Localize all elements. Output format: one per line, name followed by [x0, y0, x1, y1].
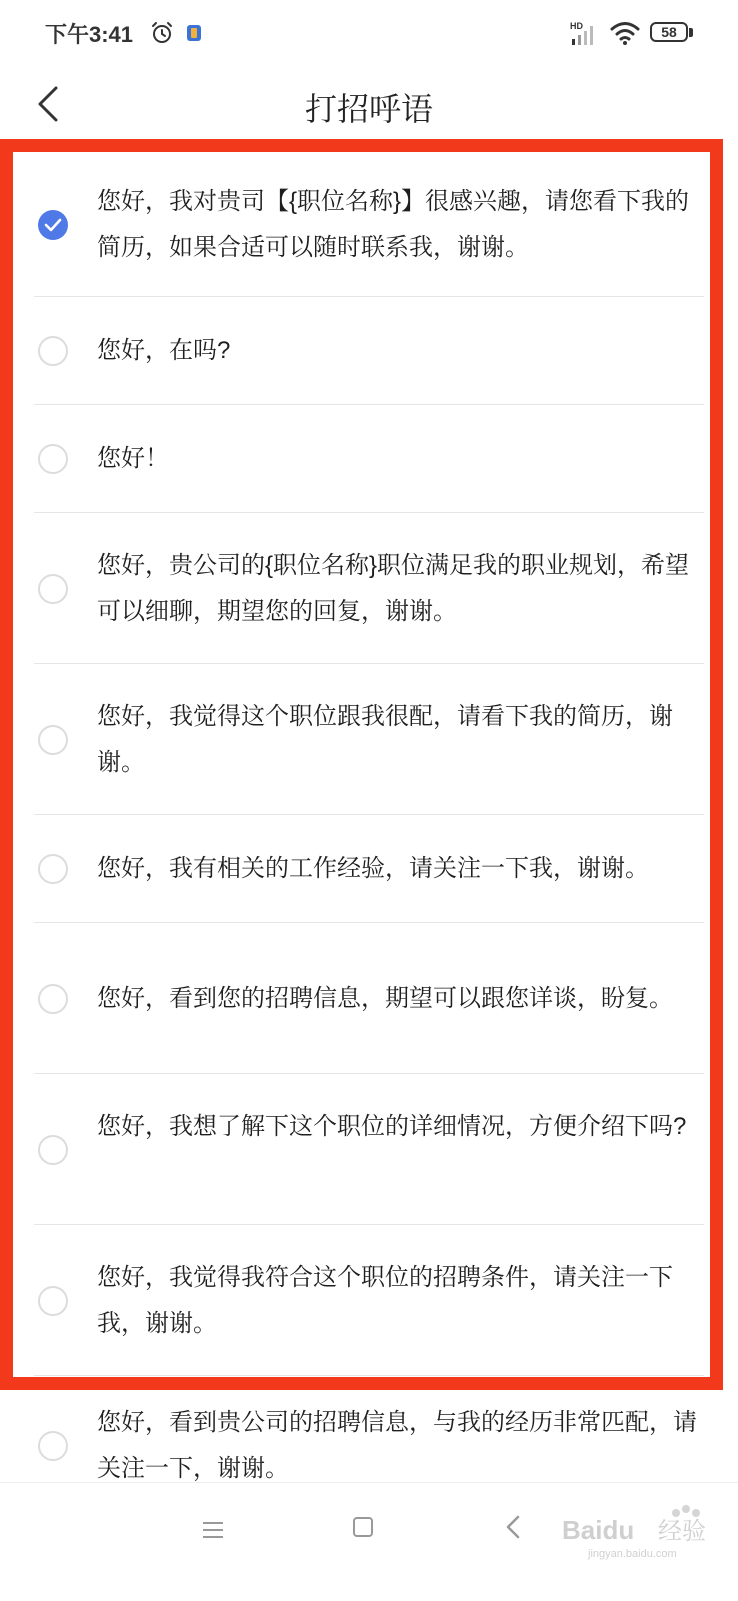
greeting-option[interactable] — [0, 664, 738, 815]
greeting-text: 您好！ — [97, 445, 169, 472]
watermark-suffix: 经验 — [658, 1517, 706, 1545]
radio-unchecked-icon[interactable] — [38, 854, 68, 884]
greeting-text: 您好，我想了解下这个职位的详细情况，方便介绍下吗? — [97, 1112, 687, 1140]
radio-unchecked-icon[interactable] — [38, 984, 68, 1014]
greeting-option[interactable] — [0, 815, 738, 923]
radio-checked-icon[interactable] — [38, 210, 68, 240]
greeting-option[interactable] — [0, 1225, 738, 1376]
header — [0, 70, 738, 140]
battery-icon — [650, 22, 694, 46]
greeting-text: 您好，看到贵公司的招聘信息，与我的经历非常匹配，请关注一下，谢谢。 — [97, 1409, 697, 1482]
greeting-option[interactable] — [0, 405, 738, 513]
app-notification-icon — [186, 24, 202, 42]
watermark-url: jingyan.baidu.com — [588, 1548, 677, 1560]
greeting-text: 您好，我对贵司【{职位名称}】很感兴趣，请您看下我的简历，如果合适可以随时联系我，谢谢。 — [97, 187, 690, 261]
greeting-text: 您好，在吗? — [97, 337, 231, 364]
radio-unchecked-icon[interactable] — [38, 1135, 68, 1165]
radio-unchecked-icon[interactable] — [38, 1431, 68, 1461]
radio-unchecked-icon[interactable] — [38, 725, 68, 755]
alarm-clock-icon — [150, 21, 174, 45]
greeting-text: 您好，我觉得我符合这个职位的招聘条件，请关注一下我，谢谢。 — [97, 1263, 673, 1337]
radio-unchecked-icon[interactable] — [38, 574, 68, 604]
home-icon[interactable] — [353, 1517, 373, 1537]
baidu-jingyan-watermark — [558, 1503, 728, 1563]
greeting-list — [0, 152, 738, 1516]
page-title: 打招呼语 — [304, 91, 433, 127]
greeting-option[interactable] — [0, 923, 738, 1074]
status-time: 下午3:41 — [45, 22, 134, 47]
greeting-option[interactable] — [0, 513, 738, 664]
greeting-text: 您好，贵公司的{职位名称}职位满足我的职业规划，希望可以细聊，期望您的回复，谢谢。 — [97, 551, 690, 625]
cellular-signal-icon — [570, 20, 598, 46]
greeting-text: 您好，我觉得这个职位跟我很配，请看下我的简历，谢谢。 — [97, 702, 673, 776]
system-nav-bar — [0, 1482, 738, 1601]
status-bar — [0, 0, 738, 70]
greeting-text: 您好，我有相关的工作经验，请关注一下我，谢谢。 — [97, 855, 649, 882]
watermark-brand: Baidu — [562, 1515, 635, 1545]
greeting-option[interactable] — [0, 1074, 738, 1225]
greeting-option[interactable] — [0, 297, 738, 405]
greeting-text: 您好，看到您的招聘信息，期望可以跟您详谈，盼复。 — [97, 984, 673, 1012]
hd-label: HD — [570, 21, 583, 31]
radio-unchecked-icon[interactable] — [38, 336, 68, 366]
greeting-option[interactable] — [0, 152, 738, 297]
radio-unchecked-icon[interactable] — [38, 444, 68, 474]
radio-unchecked-icon[interactable] — [38, 1286, 68, 1316]
wifi-icon — [610, 20, 640, 46]
menu-icon[interactable] — [202, 1521, 224, 1539]
nav-back-icon[interactable] — [505, 1515, 521, 1539]
battery-level: 58 — [661, 24, 677, 40]
